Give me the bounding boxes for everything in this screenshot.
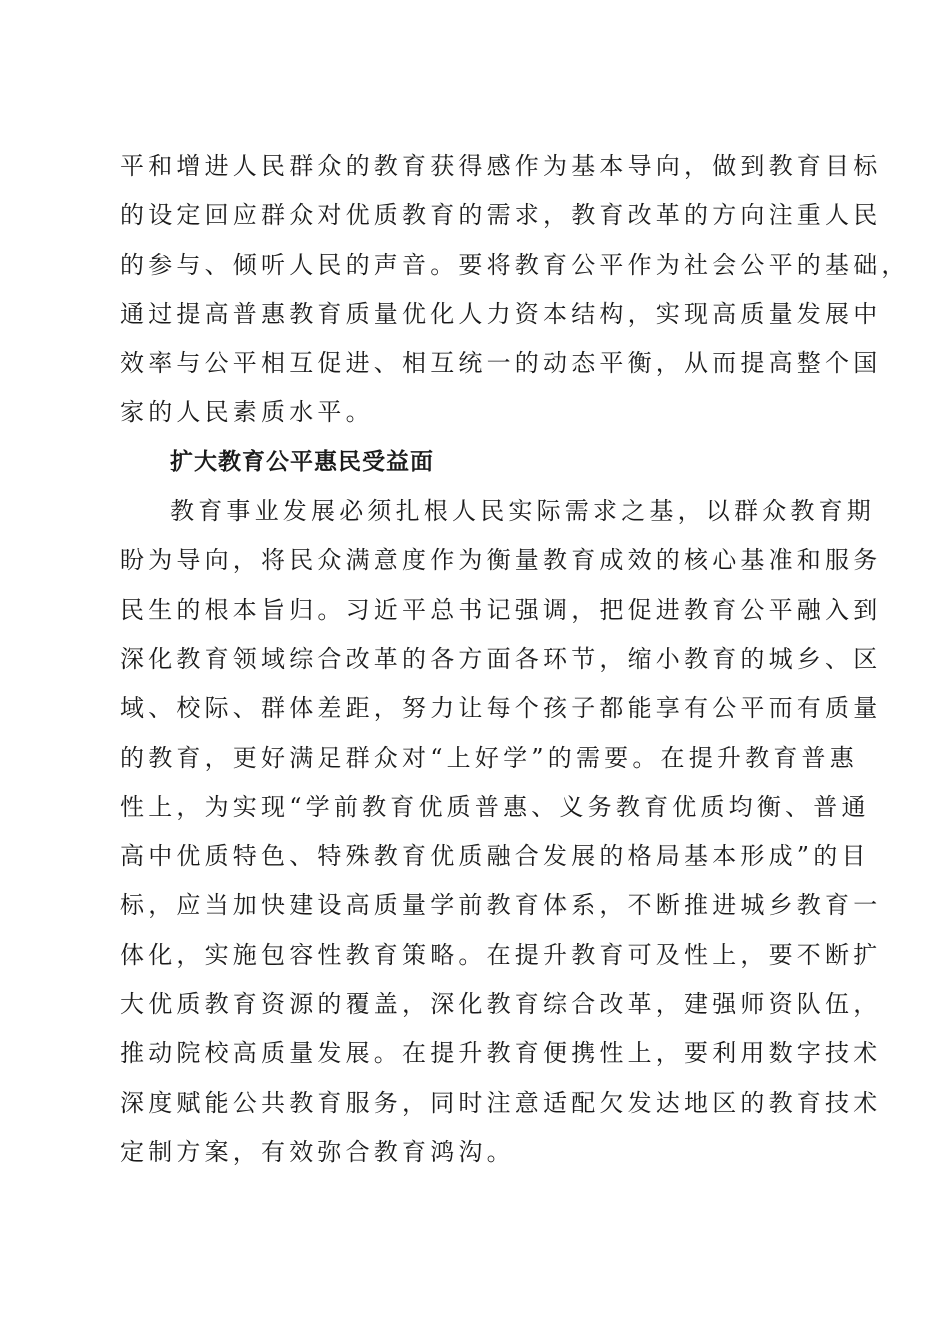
document-body [120,142,910,1177]
text-line: 深度赋能公共教育服务，同时注意适配欠发达地区的教育技术 [120,1088,882,1117]
text-line: 的教育，更好满足群众对“上好学”的需要。在提升教育普惠 [120,743,858,772]
text-line: 推动院校高质量发展。在提升教育便携性上，要利用数字技术 [120,1039,882,1068]
text-line: 民生的根本旨归。习近平总书记强调，把促进教育公平融入到 [120,595,882,624]
paragraph-2 [120,487,882,1177]
text-line: 大优质教育资源的覆盖，深化教育综合改革，建强师资队伍， [120,990,882,1019]
text-line: 体化，实施包容性教育策略。在提升教育可及性上，要不断扩 [120,940,882,969]
text-line: 域、校际、群体差距，努力让每个孩子都能享有公平而有质量 [120,694,882,723]
text-line: 平和增进人民群众的教育获得感作为基本导向，做到教育目标 [120,152,882,180]
text-line: 效率与公平相互促进、相互统一的动态平衡，从而提高整个国 [120,349,882,378]
text-line: 深化教育领域综合改革的各方面各环节，缩小教育的城乡、区 [120,644,882,673]
text-line: 性上，为实现“学前教育优质普惠、义务教育优质均衡、普通 [120,792,870,821]
text-line: 家的人民素质水平。 [120,398,374,427]
text-line: 标，应当加快建设高质量学前教育体系，不断推进城乡教育一 [120,891,882,920]
text-line: 盼为导向，将民众满意度作为衡量教育成效的核心基准和服务 [120,546,882,575]
section-heading: 扩大教育公平惠民受益面 [170,448,434,475]
text-line: 教育事业发展必须扎根人民实际需求之基，以群众教育期 [170,497,875,526]
text-line: 定制方案，有效弥合教育鸿沟。 [120,1137,515,1166]
text-line: 的参与、倾听人民的声音。要将教育公平作为社会公平的基础， [120,250,910,279]
paragraph-1 [120,142,910,438]
text-line: 通过提高普惠教育质量优化人力资本结构，实现高质量发展中 [120,299,882,328]
text-line: 的设定回应群众对优质教育的需求，教育改革的方向注重人民 [120,201,882,230]
text-line: 高中优质特色、特殊教育优质融合发展的格局基本形成”的目 [120,842,870,871]
